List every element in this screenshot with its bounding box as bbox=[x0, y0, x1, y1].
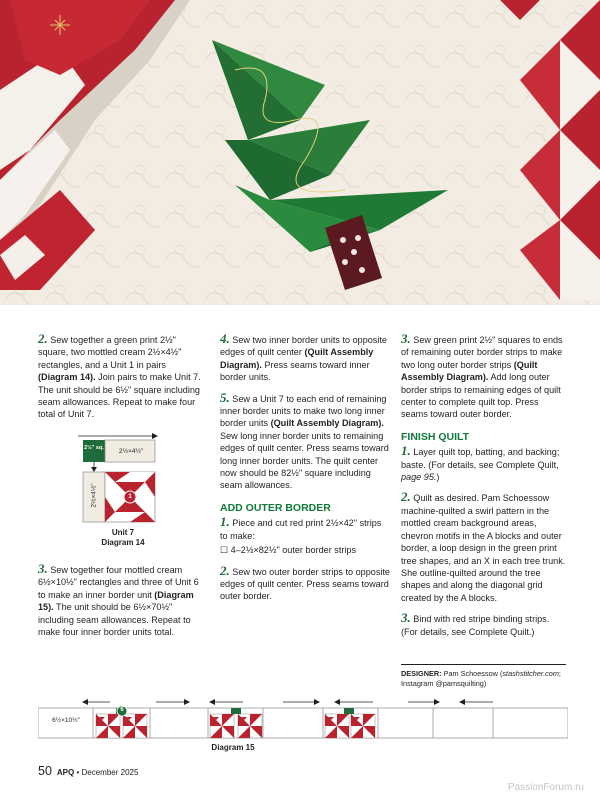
outer-border-cut-item: ☐ 4–2½×82½" outer border strips bbox=[220, 545, 356, 556]
diagram-14-square-label: 2½" sq. bbox=[84, 445, 104, 451]
diagram-15-rect-label: 6½×10½" bbox=[52, 717, 80, 724]
diagram-15 bbox=[38, 698, 568, 753]
quilt-photo-art bbox=[0, 0, 600, 305]
step-4: 4. Sew two inner border units to opposite edges of quilt center (Quilt Assembly Diagram). Press seams toward inner border units. bbox=[220, 331, 387, 383]
outer-border-step-3: 3. Sew green print 2½" squares to ends of remaining outer border strips to make two long outer border strips (Quilt Assembly Diagram). Add long outer border strips to remaining edges of quilt center to complete quilt top. Press seams toward outer border. bbox=[401, 331, 563, 420]
diagram-14-rect-h-label: 2½×4½" bbox=[118, 448, 144, 455]
diagram-14 bbox=[78, 432, 168, 552]
unit-7-label: Unit 7 bbox=[111, 528, 135, 537]
column-1 bbox=[38, 333, 206, 429]
column-1-lower bbox=[38, 563, 208, 646]
step-3: 3. Sew together four mottled cream 6½×10½" rectangles and three of Unit 6 to make an inner border unit (Diagram 15). The unit should be 6½×70½" including seam allowances. Repeat to make four inner border units total. bbox=[38, 561, 199, 638]
finish-step-2: 2. Quilt as desired. Pam Schoessow machine-quilted a swirl pattern in the mottled cream background areas, chevron motifs in the A blocks and outer border, a loop design in the green print tree shapes, and an X in each tree trunk. She outline-quilted around the tree shapes and along the diagonal grid created by the A blocks. bbox=[401, 489, 566, 603]
finish-quilt-heading: FINISH QUILT bbox=[401, 430, 470, 443]
step-5: 5. Sew a Unit 7 to each end of remaining inner border units to make two long inner border units (Quilt Assembly Diagram). Sew long inner border units to remaining edges of quilt center. Press seams toward long inner border units. The quilt center now should be 82½" square including seam allowances. bbox=[220, 389, 389, 491]
diagram-14-title: Diagram 14 bbox=[101, 538, 145, 547]
designer-credit: DESIGNER: Pam Schoessow (stashstitcher.com; Instagram @pamsquilting) bbox=[401, 664, 566, 688]
magazine-name: APQ bbox=[56, 768, 75, 777]
diagram-14-rect-v-label: 2½×4½" bbox=[90, 483, 98, 508]
column-3 bbox=[401, 333, 566, 646]
diagram-15-unit-6-label: 6 bbox=[120, 707, 124, 713]
outer-border-step-2: 2. Sew two outer border strips to opposite edges of quilt center. Press seams toward outer border. bbox=[220, 562, 390, 602]
outer-border-step-1: 1. Piece and cut red print 2½×42" strips to make: bbox=[220, 514, 382, 541]
diagram-15-art bbox=[38, 698, 568, 743]
diagram-15-caption: Diagram 15 bbox=[211, 743, 255, 752]
diagram-14-unit-1-label: 1 bbox=[128, 493, 132, 500]
step-2: 2. Sew together a green print 2½" square, two mottled cream 2½×4½" rectangles, and a Unit 1 in pairs (Diagram 14). Join pairs to make Unit 7. The unit should be 6½" square including seam allowances. Repeat to make four total of Unit 7. bbox=[38, 331, 201, 420]
finish-step-1: 1. Layer quilt top, batting, and backing; baste. (For details, see Complete Quilt, page 95.) bbox=[401, 443, 560, 483]
finish-step-3: 3. Bind with red stripe binding strips. (For details, see Complete Quilt.) bbox=[401, 610, 550, 637]
quilt-photo bbox=[0, 0, 600, 305]
watermark: PassionForum.ru bbox=[507, 782, 584, 793]
issue-date: • December 2025 bbox=[74, 768, 139, 777]
column-2 bbox=[220, 333, 390, 611]
page-footer bbox=[38, 764, 138, 778]
diagram-14-caption bbox=[78, 528, 168, 548]
page-number: 50 bbox=[38, 764, 52, 778]
add-outer-border-heading: ADD OUTER BORDER bbox=[220, 501, 331, 514]
